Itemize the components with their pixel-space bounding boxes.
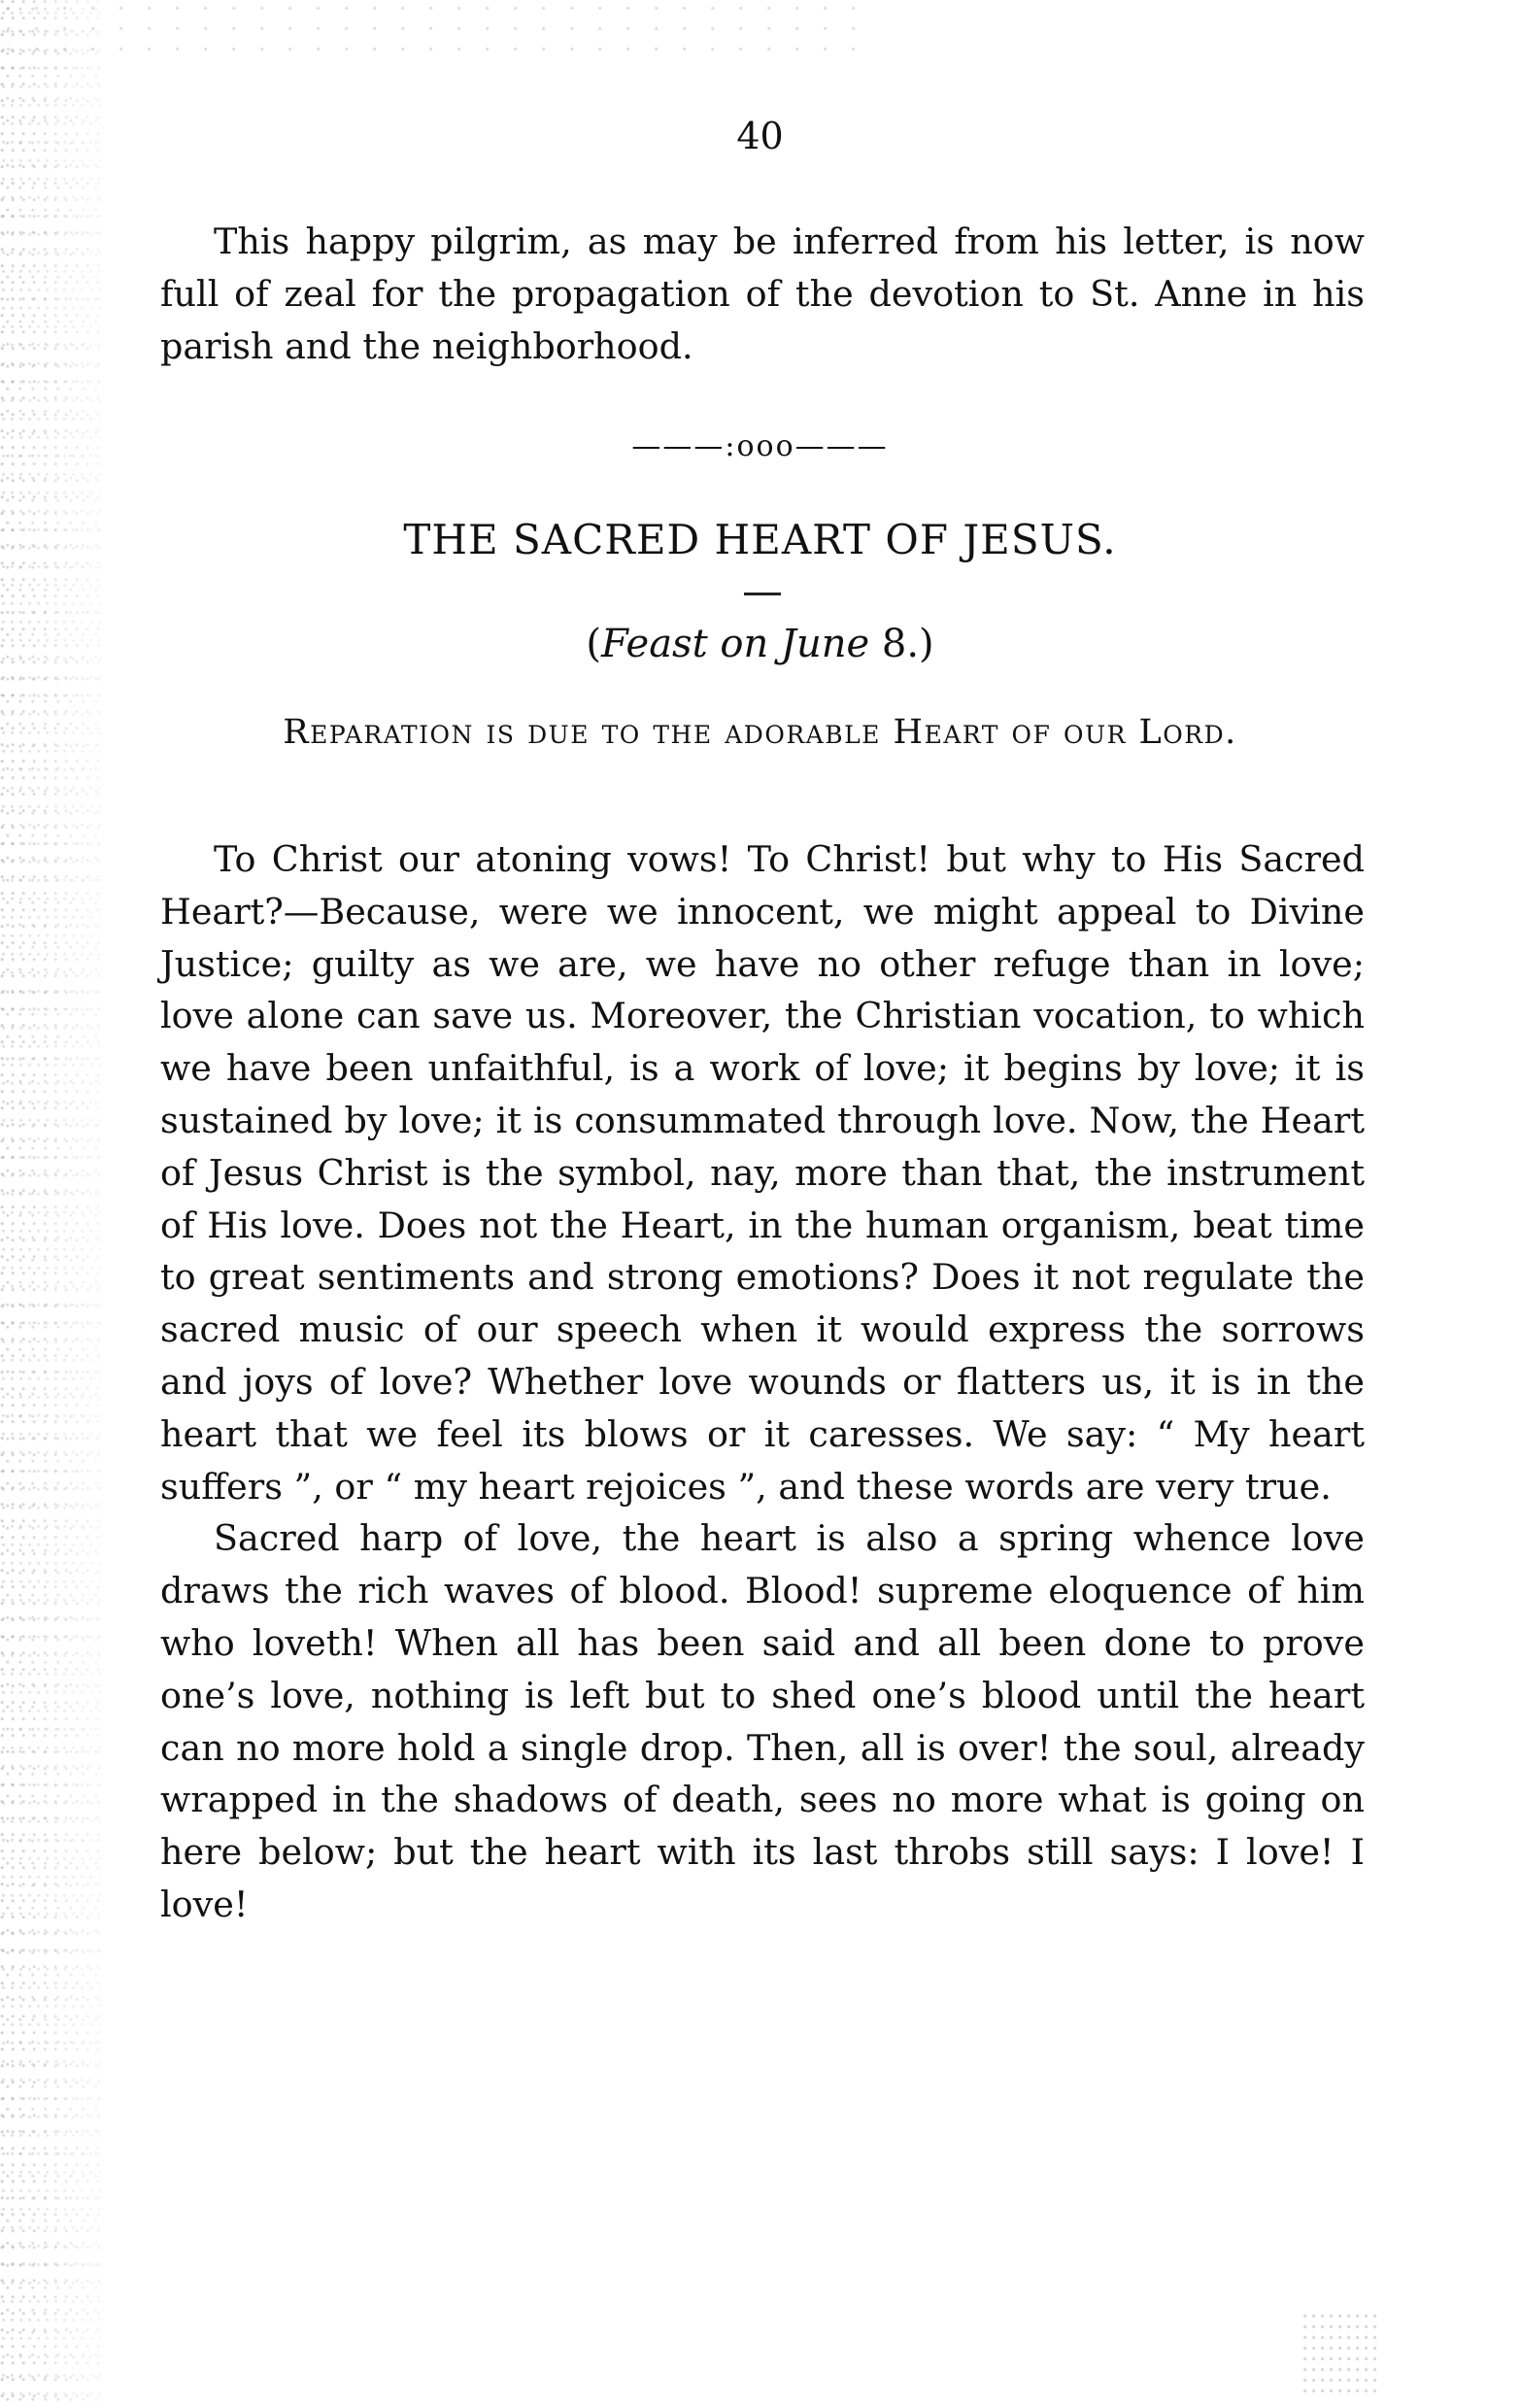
section-separator: ———:ooo——— [631,429,889,463]
bottom-corner-specks [1301,2312,1379,2399]
top-edge-specks [0,0,874,58]
binding-edge-fade [0,0,126,2408]
intro-paragraph: This happy pilgrim, as may be inferred from his letter, is now full of zeal for the propagation of the devotion to St. Anne in his parish and the neighborhood. [160,220,1365,367]
body-paragraph-2: Sacred harp of love, the heart is also a spring whence love draws the rich waves of blood. Blood! supreme eloquence of him who loveth! When all has been said and all been done to prove one’s love, nothing is left but to shed one’s blood until the heart can no more hold a single drop. Then, all is over! the soul, already wrapped in the shadows of death, sees no more what is going on here below; but the heart with its last throbs still says: I love! I love! [160,1517,1365,1925]
body-paragraph-1: To Christ our atoning vows! To Christ! but why to His Sacred Heart?—Because, were we innocent, we might appeal to Divine Justice; guilty as we are, we have no other refuge than in love; love alone can save us. Moreover, the Christian vocation, to which we have been unfaithful, is a work of love; it begins by love; it is sustained by love; it is consummated through love. Now, the Heart of Jesus Christ is the symbol, nay, more than that, the instrument of His love. Does not the Heart, in the human organism, beat time to great sentiments and strong emotions? Does it not regulate the sacred music of our speech when it would express the sorrows and joys of love? Whether love wounds or flatters us, it is in the heart that we feel its blows or it caresses. We say: “ My heart suffers ”, or “ my heart rejoices ”, and these words are very true. [160,838,1365,1508]
intro-block [160,216,1365,372]
article-subtitle: Reparation is due to the adorable Heart of our Lord. [283,713,1237,752]
article-body [160,833,1365,1931]
feast-date: 8.) [869,622,934,666]
title-rule [744,593,781,595]
article-title: THE SACRED HEART OF JESUS. [403,516,1117,563]
page-number: 40 [736,115,784,157]
feast-open-paren: ( [586,622,601,666]
feast-line [0,620,1520,668]
feast-italic-text: Feast on June [600,622,870,666]
